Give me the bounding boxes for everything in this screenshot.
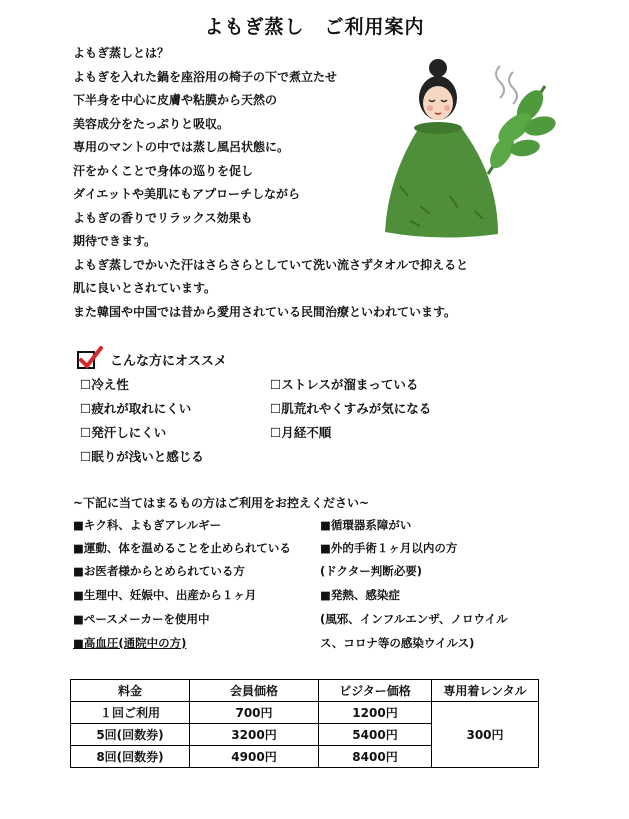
caution-item: ■キク科、よもぎアレルギー bbox=[73, 518, 222, 532]
caution-heading: ~下記に当てはまるもの方はご利用をお控えください~ bbox=[73, 496, 370, 510]
plan-cell: 5回(回数券) bbox=[71, 724, 190, 746]
caution-item: ■循環器系障がい bbox=[320, 518, 412, 532]
intro-line: 下半身を中心に皮膚や粘膜から天然の bbox=[73, 93, 278, 107]
recommend-item: ☐眠りが浅いと感じる bbox=[80, 449, 204, 464]
member-price-cell: 4900円 bbox=[190, 746, 319, 768]
recommend-item: ☐冷え性 bbox=[80, 377, 129, 392]
intro-line: また韓国や中国では昔から愛用されている民間治療といわれています。 bbox=[73, 304, 457, 319]
caution-item: ■運動、体を温めることを止められている bbox=[73, 541, 291, 555]
caution-item: ■ペースメーカーを使用中 bbox=[73, 612, 210, 626]
visitor-price-cell: 8400円 bbox=[319, 746, 432, 768]
intro-line: ダイエットや美肌にもアプローチしながら bbox=[73, 187, 301, 201]
intro-line: よもぎの香りでリラックス効果も bbox=[73, 210, 253, 225]
caution-item: ■お医者様からとめられている方 bbox=[73, 564, 245, 578]
recommend-item: ☐肌荒れやくすみが気になる bbox=[270, 401, 432, 416]
recommend-heading-text: こんな方にオススメ bbox=[110, 353, 227, 369]
intro-line: 美容成分をたっぷりと吸収。 bbox=[73, 116, 230, 131]
page-title: よもぎ蒸し ご利用案内 bbox=[204, 16, 425, 38]
recommend-heading bbox=[76, 346, 227, 372]
caution-item: ■外的手術１ヶ月以内の方 bbox=[320, 541, 458, 555]
intro-line: よもぎ蒸しとは？ bbox=[73, 46, 170, 60]
caution-item: (ドクター判断必要) bbox=[320, 564, 423, 578]
table-header-row bbox=[71, 680, 539, 702]
visitor-price-cell: 1200円 bbox=[319, 702, 432, 724]
intro-line: 専用のマントの中では蒸し風呂状態に。 bbox=[73, 140, 290, 154]
member-price-header: 会員価格 bbox=[190, 680, 319, 702]
recommend-item: ☐疲れが取れにくい bbox=[80, 401, 192, 416]
intro-line: 汗をかくことで身体の巡りを促し bbox=[73, 163, 254, 178]
price-table bbox=[70, 679, 539, 768]
intro-line: よもぎを入れた鍋を座浴用の椅子の下で煮立たせ bbox=[73, 69, 338, 84]
caution-item: ■発熱、感染症 bbox=[320, 588, 400, 602]
member-price-cell: 3200円 bbox=[190, 724, 319, 746]
recommend-item: ☐発汗しにくい bbox=[80, 425, 167, 440]
table-row bbox=[71, 702, 539, 724]
caution-item: (風邪、インフルエンザ、ノロウイル bbox=[320, 612, 508, 626]
caution-item: ■高血圧(通院中の方) bbox=[73, 636, 187, 650]
recommend-item: ☐月経不順 bbox=[270, 425, 332, 440]
yomogi-leaf-icon bbox=[485, 86, 558, 174]
visitor-price-header: ビジター価格 bbox=[319, 680, 432, 702]
recommend-item: ☐ストレスが溜まっている bbox=[270, 377, 419, 392]
member-price-cell: 700円 bbox=[190, 702, 319, 724]
intro-line: 期待できます。 bbox=[73, 234, 157, 248]
intro-line: 肌に良いとされています。 bbox=[73, 281, 217, 295]
rental-price-cell: 300円 bbox=[432, 702, 539, 768]
intro-line: よもぎ蒸しでかいた汗はさらさらとしていて洗い流さずタオルで抑えると bbox=[73, 257, 469, 272]
woman-yomogi-steam-illustration bbox=[380, 56, 560, 241]
caution-item: ス、コロナ等の感染ウイルス) bbox=[320, 636, 475, 650]
price-header: 料金 bbox=[71, 680, 190, 702]
plan-cell: 8回(回数券) bbox=[71, 746, 190, 768]
rental-header: 専用着レンタル bbox=[432, 680, 539, 702]
caution-item: ■生理中、妊娠中、出産から１ヶ月 bbox=[73, 588, 257, 602]
visitor-price-cell: 5400円 bbox=[319, 724, 432, 746]
checkbox-check-icon bbox=[76, 346, 104, 372]
plan-cell: １回ご利用 bbox=[71, 702, 190, 724]
